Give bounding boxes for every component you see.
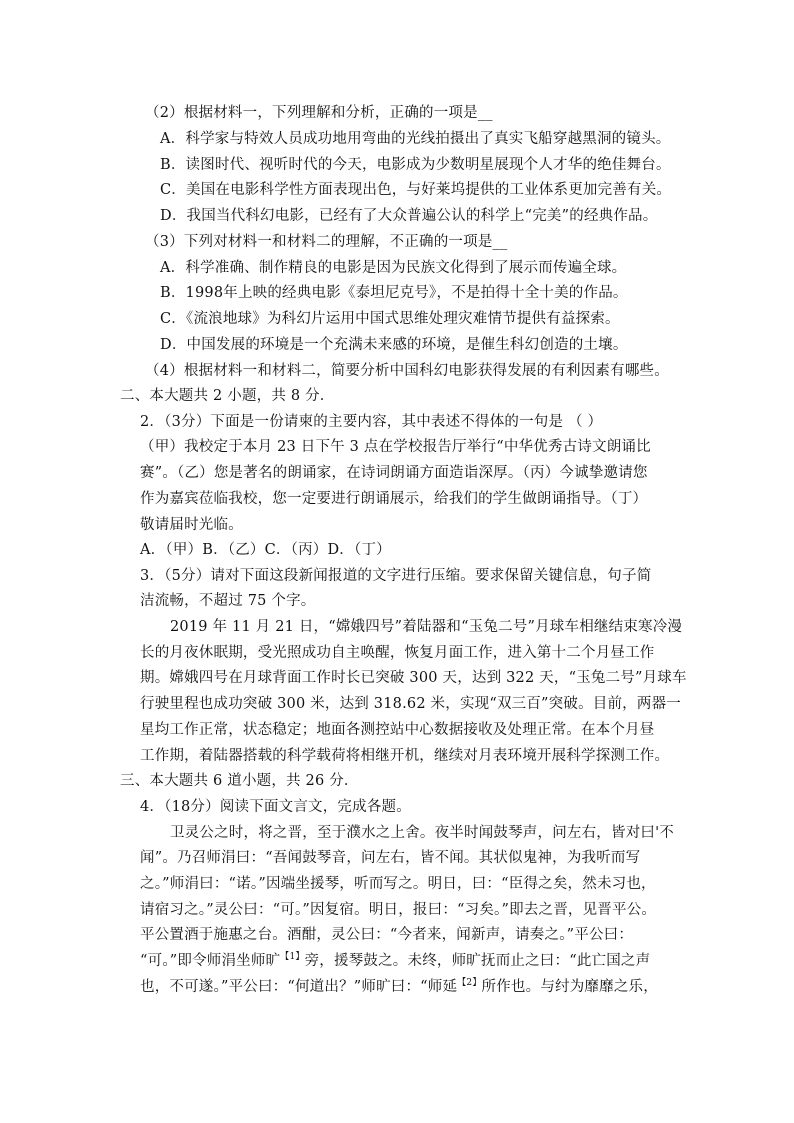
q3-passage-line: 星均工作正常，状态稳定；地面各测控站中心数据接收及处理正常。在本个月昼 bbox=[140, 722, 655, 738]
q3-passage-line: 工作期，着陆器搭载的科学载荷将相继开机，继续对月表环境开展科学探测工作。 bbox=[140, 748, 670, 764]
option-b: B．1998年上映的经典电影《泰坦尼克号》，不是拍得十全十美的作品。 bbox=[160, 285, 628, 301]
q3-stem: 3．（5分）请对下面这段新闻报道的文字进行压缩。要求保留关键信息，句子简 bbox=[140, 568, 652, 584]
option-c: C．美国在电影科学性方面表现出色，与好莱坞提供的工业体系更加完善有关。 bbox=[160, 182, 672, 198]
question-3-stem: （3）下列对材料一和材料二的理解，不正确的一项是__ bbox=[145, 234, 508, 250]
q4-stem: 4．（18分）阅读下面文言文，完成各题。 bbox=[140, 799, 411, 815]
option-a: A．科学家与特效人员成功地用弯曲的光线拍摄出了真实飞船穿越黑洞的镜头。 bbox=[160, 131, 671, 147]
q2-options: A．（甲）B．（乙）C．（丙）D．（丁） bbox=[140, 542, 391, 558]
q4-passage-line: 闻”。乃召师涓曰：“吾闻鼓琴音，问左右，皆不闻。其状似鬼神，为我听而写 bbox=[140, 850, 641, 866]
q3-passage-line: 2019 年 11 月 21 日，“嫦娥四号”着陆器和“玉兔二号”月球车相继结束寒冷漫 bbox=[170, 619, 683, 635]
q4-passage-line: 平公置酒于施惠之台。酒酣，灵公曰：“今者来，闻新声，请奏之。”平公曰： bbox=[140, 927, 634, 943]
q2-line: 作为嘉宾莅临我校，您一定要进行朗诵展示，给我们的学生做朗诵指导。（丁） bbox=[140, 491, 648, 507]
q4-passage-line: 卫灵公之时，将之晋，至于濮水之上舍。夜半时闻鼓琴声，问左右，皆对曰'不 bbox=[170, 825, 674, 841]
q3-passage-line: 长的月夜休眠期，受光照成功自主唤醒，恢复月面工作，进入第十二个月昼工作 bbox=[140, 645, 655, 661]
q4-passage-line: 也，不可遂。”平公曰：“何道出？”师旷曰：“师延$^{【2】}$所作也。与纣为靡靡之乐， bbox=[140, 978, 658, 995]
q2-line: （甲）我校定于本月 23 日下午 3 点在学校报告厅举行“中华优秀古诗文朗诵比 bbox=[140, 439, 651, 455]
section-heading: 三、本大题共 6 道小题，共 26 分． bbox=[120, 773, 359, 789]
option-c: C．《流浪地球》为科幻片运用中国式思维处理灾难情节提供有益探索。 bbox=[160, 311, 620, 327]
q2-line: 赛”。（乙）您是著名的朗诵家，在诗词朗诵方面造诣深厚。（丙）今诚挚邀请您 bbox=[140, 465, 648, 481]
footnote-ref: 【2】 bbox=[457, 978, 482, 989]
option-d: D．我国当代科幻电影，已经有了大众普遍公认的科学上“完美”的经典作品。 bbox=[160, 208, 658, 224]
question-4-stem: （4）根据材料一和材料二，简要分析中国科幻电影获得发展的有利因素有哪些。 bbox=[145, 363, 669, 379]
q2-stem: 2．（3分）下面是一份请柬的主要内容，其中表述不得体的一句是 （ ） bbox=[140, 414, 603, 430]
option-a: A．科学准确、制作精良的电影是因为民族文化得到了展示而传遍全球。 bbox=[160, 260, 627, 276]
q3-passage-line: 行驶里程也成功突破 300 米，达到 318.62 米，实现“双三百”突破。目前，两器一 bbox=[140, 696, 681, 712]
q4-passage-line: 请宿习之。”灵公曰：“可。”因复宿。明日，报曰：“习矣。”即去之晋，见晋平公。 bbox=[140, 902, 657, 918]
q3-stem: 洁流畅，不超过 75 个字。 bbox=[140, 593, 316, 609]
section-heading: 二、本大题共 2 小题，共 8 分． bbox=[120, 388, 335, 404]
option-b: B．读图时代、视听时代的今天，电影成为少数明星展现个人才华的绝佳舞台。 bbox=[160, 157, 671, 173]
q3-passage-line: 期。嫦娥四号在月球背面工作时长已突破 300 天，达到 322 天，“玉兔二号”月球车 bbox=[140, 670, 687, 686]
question-2-stem: （2）根据材料一，下列理解和分析，正确的一项是__ bbox=[145, 105, 493, 121]
option-d: D．中国发展的环境是一个充满未来感的环境，是催生科幻创造的土壤。 bbox=[160, 337, 628, 353]
q4-passage-line: “可。”即令师涓坐师旷$^{【1】}$旁，援琴鼓之。未终，师旷抚而止之曰：“此亡国之声 bbox=[140, 952, 651, 969]
q2-line: 敬请届时光临。 bbox=[140, 517, 243, 533]
footnote-ref: 【1】 bbox=[280, 952, 305, 963]
q4-passage-line: 之。”师涓曰：“诺。”因端坐援琴，听而写之。明日，曰：“臣得之矣，然未习也， bbox=[140, 876, 656, 892]
